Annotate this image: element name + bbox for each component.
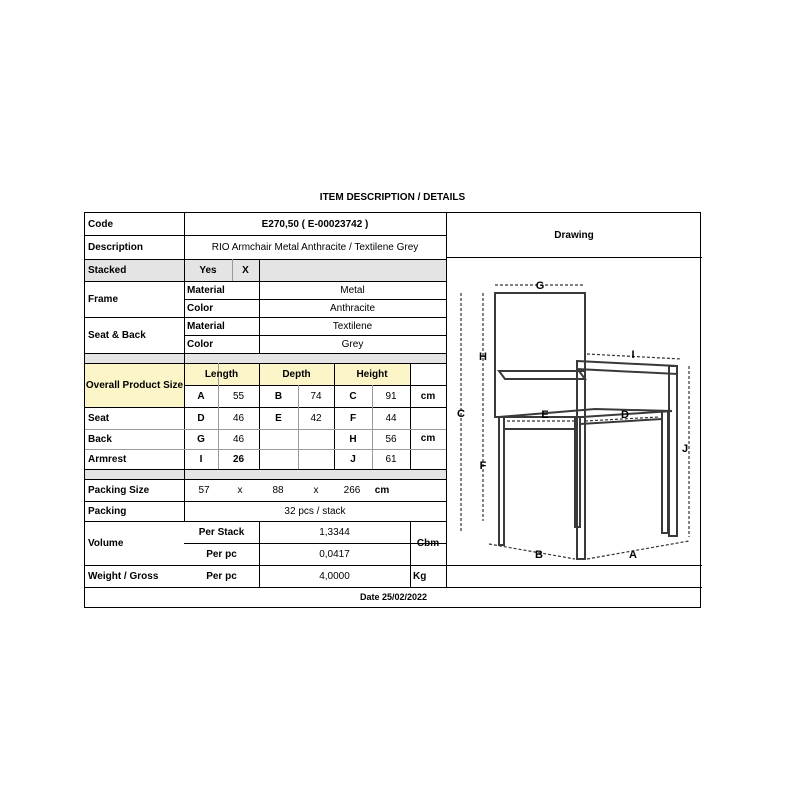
dim-h-value: 56 (385, 433, 397, 445)
seat-label: Seat (88, 412, 110, 424)
seat-back-material-label: Material (187, 320, 225, 332)
dim-j-value: 61 (385, 453, 397, 465)
drawing-letter-c: C (457, 408, 465, 420)
packing-size-x2: x (313, 484, 319, 496)
frame-color: Anthracite (329, 302, 376, 314)
dim-e-letter: E (275, 412, 282, 424)
overall-size-label: Overall Product Size (85, 379, 184, 391)
dim-f-value: 44 (385, 412, 397, 424)
packing-size-v3: 266 (343, 484, 361, 496)
left-armrest (499, 371, 585, 379)
weight-value: 4,0000 (319, 570, 350, 582)
dim-g-value: 46 (232, 433, 245, 445)
back-label: Back (88, 433, 112, 445)
drawing-letter-d: D (621, 409, 629, 421)
packing-size-v2: 88 (272, 484, 284, 496)
weight-label: Weight / Gross (88, 570, 159, 582)
drawing-letter-f: F (479, 460, 487, 472)
backrest-outline (495, 293, 585, 417)
frame-color-label: Color (187, 302, 214, 314)
code-value: E270,50 ( E-00023742 ) (261, 218, 369, 230)
seat-back-material: Textilene (332, 320, 373, 332)
per-stack-label: Per Stack (198, 526, 245, 538)
drawing-letter-j: J (681, 443, 689, 455)
front-right-post (669, 366, 677, 536)
mid-right-leg (662, 411, 668, 533)
frame-material-label: Material (187, 284, 225, 296)
dim-a-value: 55 (232, 390, 245, 402)
dim-f-letter: F (349, 412, 357, 424)
chair-dimension-drawing (447, 259, 699, 584)
overall-unit: cm (420, 390, 436, 402)
dim-d-value: 46 (232, 412, 245, 424)
volume-per-pc-label: Per pc (206, 548, 237, 560)
dim-c-letter: C (349, 390, 357, 402)
spacer-band (85, 353, 446, 363)
dim-a-letter: A (197, 390, 205, 402)
packing-label: Packing (88, 505, 127, 517)
seat-back-color: Grey (341, 338, 364, 350)
dim-h-letter: H (349, 433, 357, 445)
dim-d-letter: D (197, 412, 205, 424)
weight-unit: Kg (413, 570, 427, 582)
drawing-letter-e: E (541, 409, 549, 421)
dim-b-value: 74 (310, 390, 322, 402)
weight-per-pc-label: Per pc (206, 570, 237, 582)
date-footer: Date 25/02/2022 (359, 592, 428, 602)
document-title: ITEM DESCRIPTION / DETAILS (319, 192, 466, 203)
dim-b-letter: B (274, 390, 283, 402)
dim-i-value: 26 (232, 453, 245, 465)
seat-back-unit: cm (420, 432, 436, 444)
dim-j-letter: J (350, 453, 356, 465)
volume-label: Volume (88, 537, 124, 549)
dim-i-letter: I (199, 453, 203, 465)
volume-unit: Cbm (416, 537, 440, 549)
back-left-leg (499, 417, 504, 545)
description-value: RIO Armchair Metal Anthracite / Textilene Grey (211, 241, 419, 253)
drawing-label: Drawing (554, 229, 594, 241)
code-label: Code (88, 218, 113, 230)
seat-back-label: Seat & Back (88, 329, 146, 341)
drawing-letter-i: I (631, 349, 635, 361)
dim-c-value: 91 (385, 390, 397, 402)
drawing-letter-a: A (629, 549, 637, 561)
drawing-letter-b: B (535, 549, 543, 561)
stacked-yes: Yes (199, 264, 217, 276)
dim-g-letter: G (197, 433, 205, 445)
drawing-letter-g: G (535, 280, 545, 292)
depth-header: Depth (282, 368, 311, 380)
drawing-letter-h: H (479, 351, 487, 363)
armrest-label: Armrest (88, 453, 127, 465)
stacked-mark: X (242, 264, 249, 276)
description-label: Description (88, 241, 144, 253)
seat-back-color-label: Color (187, 338, 214, 350)
length-header: Length (204, 368, 239, 380)
height-header: Height (356, 368, 388, 380)
packing-value: 32 pcs / stack (284, 505, 346, 517)
packing-size-unit: cm (374, 484, 390, 496)
spacer-band (85, 469, 446, 479)
stacked-label: Stacked (88, 264, 127, 276)
frame-label: Frame (88, 293, 119, 305)
packing-size-v1: 57 (198, 484, 210, 496)
packing-size-x1: x (237, 484, 243, 496)
packing-size-label: Packing Size (88, 484, 150, 496)
volume-per-pc-value: 0,0417 (319, 548, 350, 560)
frame-material: Metal (340, 284, 365, 296)
dim-e-value: 42 (310, 412, 322, 424)
right-armrest-top (577, 361, 677, 374)
per-stack-value: 1,3344 (319, 526, 350, 538)
